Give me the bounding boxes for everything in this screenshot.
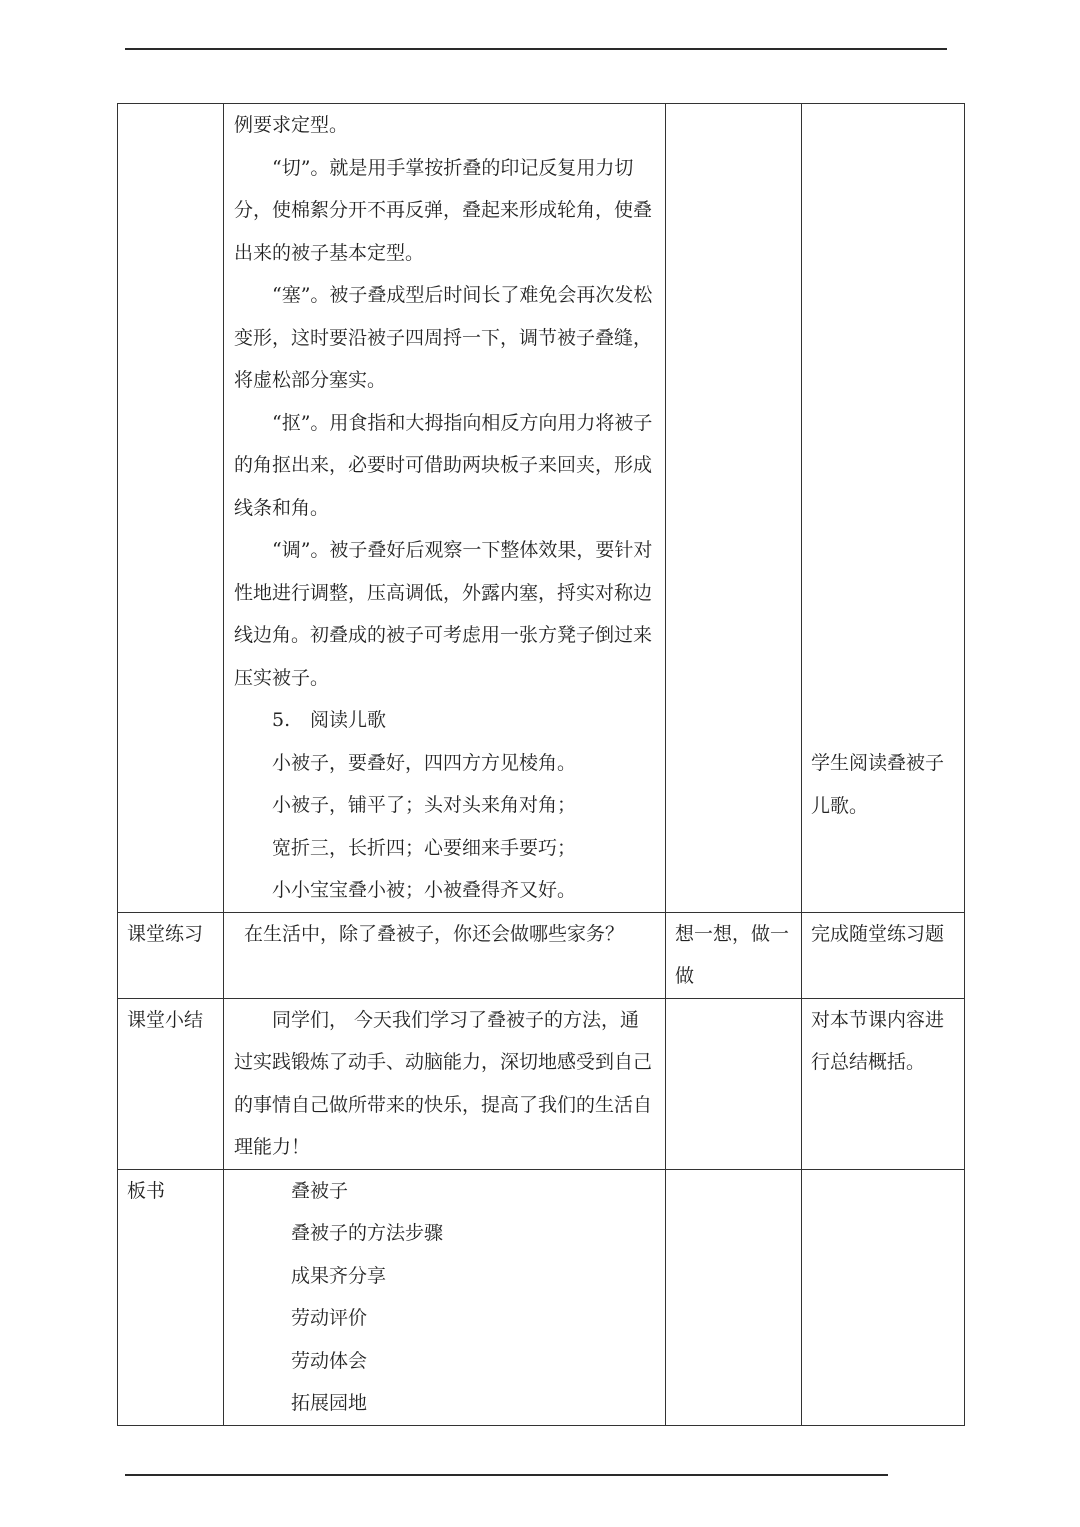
board-item: 叠被子的方法步骤 — [291, 1222, 444, 1244]
practice-content-cell — [224, 912, 666, 998]
practice-label-cell — [118, 912, 224, 998]
summary-label-cell — [118, 998, 224, 1169]
board-item: 劳动体会 — [291, 1349, 368, 1372]
practice-student-cell — [802, 912, 965, 998]
board-label-cell — [118, 1169, 224, 1425]
student-reading-activity: 学生阅读叠被子儿歌。 — [811, 752, 945, 817]
summary-student-text: 对本节课内容进行总结概括。 — [811, 1008, 945, 1073]
reading-title: 阅读儿歌 — [310, 709, 387, 731]
board-item: 叠被子 — [291, 1179, 349, 1202]
table-row-summary — [118, 998, 965, 1169]
teacher-cell-empty — [666, 104, 802, 913]
process-step-kou: “抠”。用食指和大拇指向相反方向用力将被子的角抠出来，必要时可借助两块板子来回夹，形成线条和角。 — [234, 411, 653, 519]
summary-content-cell — [224, 998, 666, 1169]
table-row-process — [118, 104, 965, 913]
summary-teacher-cell-empty — [666, 998, 802, 1169]
stage-cell-empty — [118, 104, 224, 913]
board-item: 拓展园地 — [291, 1392, 368, 1414]
summary-student-cell — [802, 998, 965, 1169]
footer-rule — [125, 1474, 888, 1476]
practice-teacher-cell — [666, 912, 802, 998]
board-label: 板书 — [127, 1179, 166, 1202]
board-teacher-cell-empty — [666, 1169, 802, 1425]
student-activity-cell — [802, 104, 965, 913]
process-text-define: 例要求定型。 — [234, 114, 349, 136]
reading-heading — [234, 699, 657, 742]
process-step-qie: “切”。就是用手掌按折叠的印记反复用力切分，使棉絮分开不再反弹，叠起来形成轮角，使叠出来的被子基本定型。 — [234, 156, 653, 264]
lesson-plan-table — [117, 103, 965, 1426]
header-rule — [125, 48, 947, 50]
table-row-board — [118, 1169, 965, 1425]
rhyme-line: 宽折三，长折四；心要细来手要巧； — [272, 836, 577, 859]
practice-label: 课堂练习 — [127, 922, 204, 945]
table-row-practice — [118, 912, 965, 998]
practice-teacher-text: 想一想，做一做 — [675, 922, 790, 987]
practice-question: 在生活中，除了叠被子，你还会做哪些家务？ — [244, 922, 625, 945]
rhyme-line: 小被子，要叠好，四四方方见棱角。 — [272, 751, 577, 774]
rhyme-line: 小小宝宝叠小被；小被叠得齐又好。 — [272, 879, 577, 901]
process-step-sai: “塞”。被子叠成型后时间长了难免会再次发松变形，这时要沿被子四周捋一下，调节被子叠缝，将虚松部分塞实。 — [234, 284, 653, 391]
reading-number: 5. — [272, 709, 291, 731]
summary-label: 课堂小结 — [127, 1008, 204, 1031]
board-content-cell — [224, 1169, 666, 1425]
board-student-cell-empty — [802, 1169, 965, 1425]
practice-student-text: 完成随堂练习题 — [811, 922, 945, 945]
process-content-cell — [224, 104, 666, 913]
rhyme-line: 小被子，铺平了；头对头来角对角； — [272, 794, 577, 816]
board-item: 成果齐分享 — [291, 1264, 387, 1287]
board-item: 劳动评价 — [291, 1307, 368, 1329]
process-step-tiao: “调”。被子叠好后观察一下整体效果，要针对性地进行调整，压高调低，外露内塞，捋实对称边线边角。初叠成的被子可考虑用一张方凳子倒过来压实被子。 — [234, 539, 653, 689]
summary-text: 同学们， 今天我们学习了叠被子的方法，通过实践锻炼了动手、动脑能力，深切地感受到自己的事情自己做所带来的快乐，提高了我们的生活自理能力！ — [234, 1008, 653, 1158]
